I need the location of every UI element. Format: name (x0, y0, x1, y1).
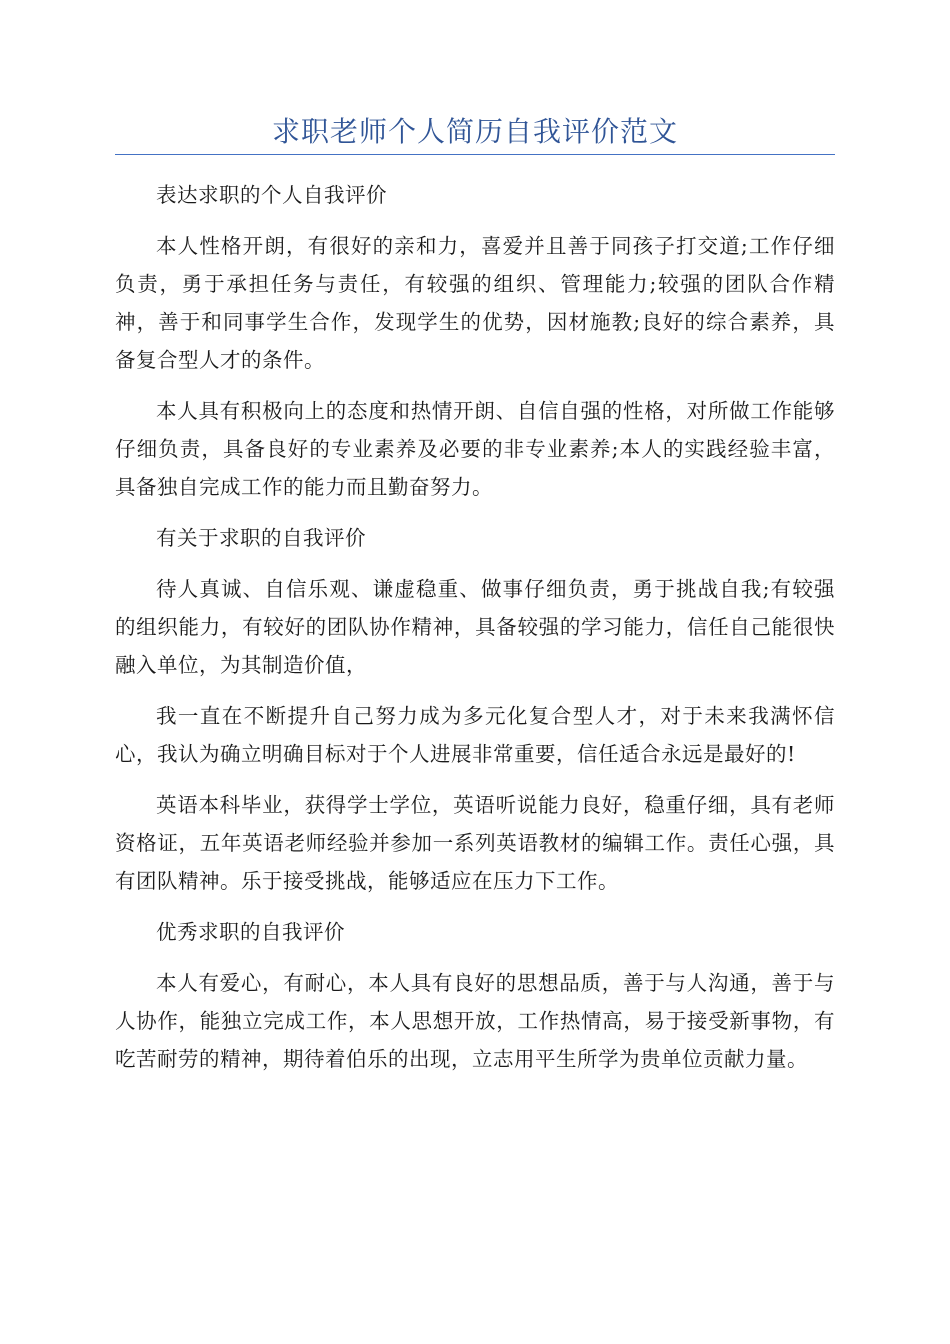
title-underline (115, 154, 835, 155)
body-paragraph: 我一直在不断提升自己努力成为多元化复合型人才，对于未来我满怀信心，我认为确立明确目标对于个人进展非常重要，信任适合永远是最好的! (115, 704, 835, 766)
page-title: 求职老师个人简历自我评价范文 (271, 115, 678, 148)
section-heading: 表达求职的个人自我评价 (156, 183, 387, 207)
body-paragraph: 待人真诚、自信乐观、谦虚稳重、做事仔细负责，勇于挑战自我;有较强的组织能力，有较好的团队协作精神，具备较强的学习能力，信任自己能很快融入单位，为其制造价值， (115, 577, 835, 677)
document-body (115, 176, 835, 1091)
body-paragraph: 英语本科毕业，获得学士学位，英语听说能力良好，稳重仔细，具有老师资格证，五年英语老师经验并参加一系列英语教材的编辑工作。责任心强，具有团队精神。乐于接受挑战，能够适应在压力下工作。 (115, 793, 835, 893)
section-heading: 有关于求职的自我评价 (156, 526, 366, 550)
body-paragraph: 本人具有积极向上的态度和热情开朗、自信自强的性格，对所做工作能够仔细负责，具备良好的专业素养及必要的非专业素养;本人的实践经验丰富，具备独自完成工作的能力而且勤奋努力。 (115, 399, 835, 499)
body-paragraph: 本人有爱心，有耐心，本人具有良好的思想品质，善于与人沟通，善于与人协作，能独立完成工作，本人思想开放，工作热情高，易于接受新事物，有吃苦耐劳的精神，期待着伯乐的出现，立志用平生所学为贵单位贡献力量。 (115, 971, 835, 1071)
section-heading: 优秀求职的自我评价 (156, 920, 345, 944)
body-paragraph: 本人性格开朗，有很好的亲和力，喜爱并且善于同孩子打交道;工作仔细负责，勇于承担任务与责任，有较强的组织、管理能力;较强的团队合作精神，善于和同事学生合作，发现学生的优势，因材施教;良好的综合素养，具备复合型人才的条件。 (115, 234, 835, 372)
